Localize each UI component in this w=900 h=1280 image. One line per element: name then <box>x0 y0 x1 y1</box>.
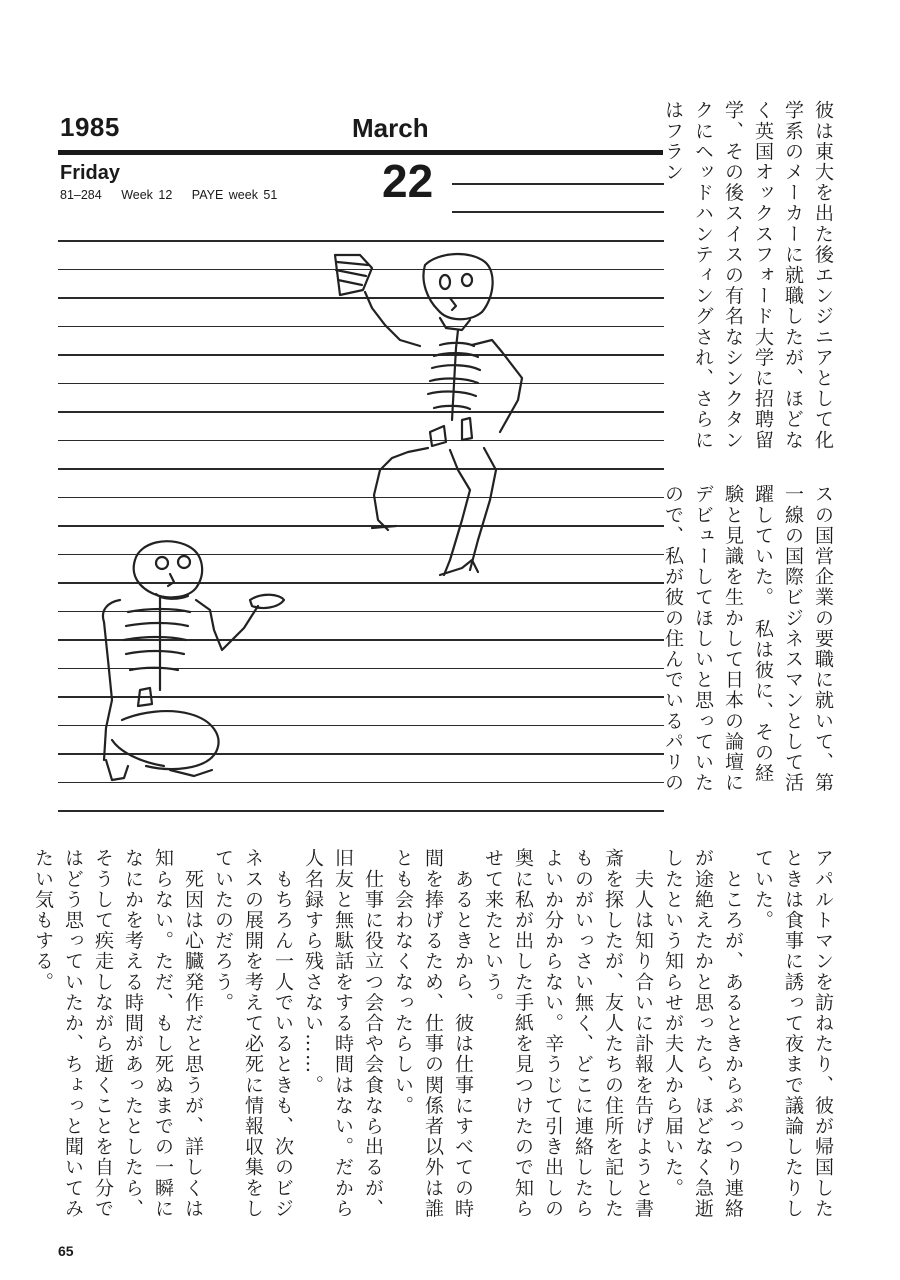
diary-year: 1985 <box>60 112 120 142</box>
dancing-skeleton-drawing <box>335 254 522 575</box>
text-paragraph: ところが、あるときからぷっつり連絡が途絶えたかと思ったら、ほどなく急逝したという知らせが夫人から届いた。 <box>662 848 744 1219</box>
text-paragraph: あるときから、彼は仕事にすべての時間を捧げるため、仕事の関係者以外は誰とも会わなくなったらしい。 <box>392 848 474 1219</box>
text-block: 彼は東大を出た後エンジニアとして化学系のメーカーに就職したが、ほどなく英国オックスフォード大学に招聘留学、その後スイスの有名なシンクタンクにヘッドハンティングされ、さらにはフラン <box>662 100 834 451</box>
text-paragraph: 仕事に役立つ会合や会食なら出るが、旧友と無駄話をする時間はない。だから人名録すら残さない……。 <box>302 848 384 1219</box>
crouching-skeleton-drawing <box>103 541 284 780</box>
page-number: 65 <box>58 1243 74 1259</box>
day-count: 81–284 <box>60 188 102 202</box>
text-column-top <box>658 100 838 470</box>
diary-weekday: Friday <box>60 162 121 184</box>
text-paragraph: アパルトマンを訪ねたり、彼が帰国したときは食事に誘って夜まで議論したりしていた。 <box>752 848 834 1219</box>
text-block: スの国営企業の要職に就いて、第一線の国際ビジネスマンとして活躍していた。 私は彼に、その経験と見識を生かして日本の論壇にデビューしてほしいと思っていたので、私が彼の住んでいるパリの <box>662 484 834 793</box>
paye-week-label: PAYE week 51 <box>191 188 278 202</box>
week-label: Week 12 <box>121 188 173 202</box>
diary-month: March <box>352 113 429 143</box>
text-column-bottom <box>28 848 838 1220</box>
text-paragraph: もちろん一人でいるときも、次のビジネスの展開を考えて必死に情報収集をしていたのだろう。 <box>212 848 294 1219</box>
day-number: 22 <box>382 155 434 207</box>
text-column-middle <box>658 484 838 802</box>
text-paragraph: 死因は心臓発作だと思うが、詳しくは知らない。ただ、もし死ぬまでの一瞬になにかを考える時間があったとしたら、そうして疾走しながら逝くことを自分ではどう思っていたか、ちょっと聞いてみたい気もする。 <box>32 848 204 1219</box>
text-paragraph: 夫人は知り合いに訃報を告げようと書斎を探したが、友人たちの住所を記したものがいっさい無く、どこに連絡したらよいか分からない。辛うじて引き出しの奥に私が出した手紙を見つけたので知らせて来たという。 <box>482 848 654 1219</box>
